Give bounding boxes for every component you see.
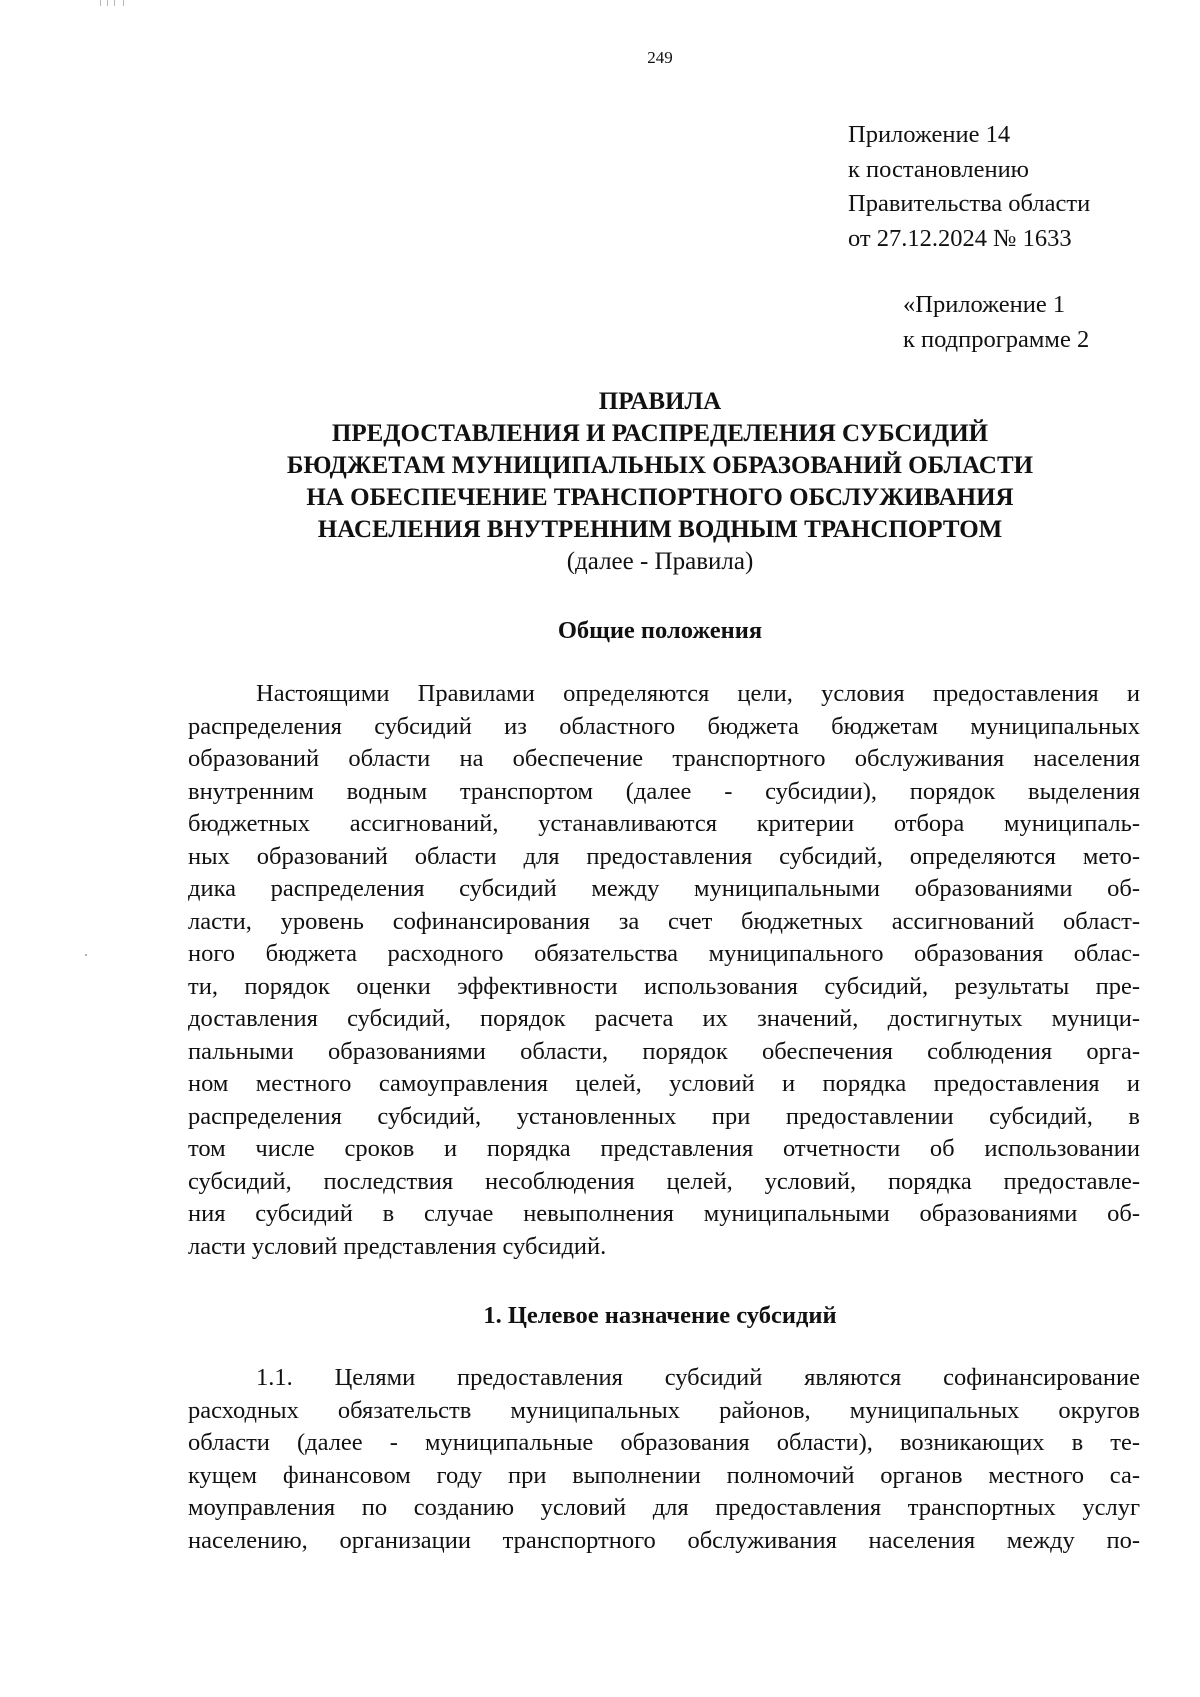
paragraph-line: субсидий, последствия несоблюдения целей, условий, порядка предоставле- (188, 1167, 1140, 1195)
paragraph-line: ласти, уровень софинансирования за счет бюджетных ассигнований област- (188, 907, 1140, 935)
paragraph-line: том числе сроков и порядка представления отчетности об использовании (188, 1135, 1140, 1162)
appendix-line: от 27.12.2024 № 1633 (848, 224, 1072, 252)
paragraph-line: дика распределения субсидий между муниципальными образованиями об- (188, 875, 1140, 902)
paragraph-line: образований области на обеспечение транспортного обслуживания населения (188, 745, 1140, 772)
paragraph-line: ния субсидий в случае невыполнения муниципальными образованиями об- (188, 1200, 1140, 1227)
paragraph-line: ном местного самоуправления целей, условий и порядка предоставления и (188, 1070, 1140, 1097)
appendix-line: «Приложение 1 (903, 291, 1066, 318)
title-line: БЮДЖЕТАМ МУНИЦИПАЛЬНЫХ ОБРАЗОВАНИЙ ОБЛАСТИ (286, 452, 1034, 479)
appendix-line: к постановлению (848, 155, 1029, 183)
title-line: НА ОБЕСПЕЧЕНИЕ ТРАНСПОРТНОГО ОБСЛУЖИВАНИЯ (306, 484, 1014, 511)
scan-edge-mark (100, 0, 124, 6)
page-number: 249 (647, 48, 673, 67)
title-subtitle: (далее - Правила) (566, 548, 754, 575)
paragraph-line: ти, порядок оценки эффективности использования субсидий, результаты пре- (188, 972, 1140, 1000)
paragraph-line: ного бюджета расходного обязательства муниципального образования облас- (188, 940, 1140, 967)
section-1-heading: 1. Целевое назначение субсидий (483, 1302, 837, 1329)
title-line: ПРАВИЛА (598, 388, 722, 415)
paragraph-line: ласти условий представления субсидий. (188, 1232, 607, 1260)
paragraph-line: области (далее - муниципальные образования области), возникающих в те- (188, 1429, 1140, 1456)
paragraph-line: кущем финансовом году при выполнении полномочий органов местного са- (188, 1461, 1140, 1489)
title-line: ПРЕДОСТАВЛЕНИЯ И РАСПРЕДЕЛЕНИЯ СУБСИДИЙ (331, 420, 989, 447)
appendix-line: Приложение 14 (848, 121, 1011, 148)
general-provisions-paragraph (188, 678, 1140, 1263)
section-1-paragraph (188, 1362, 1140, 1557)
appendix-line: к подпрограмме 2 (903, 325, 1090, 353)
scan-speck (85, 954, 87, 956)
paragraph-line: ных образований области для предоставления субсидий, определяются мето- (188, 842, 1140, 870)
paragraph-line: внутренним водным транспортом (далее - субсидии), порядок выделения (188, 777, 1140, 805)
appendix-line: Правительства области (848, 190, 1091, 217)
paragraph-line: распределения субсидий из областного бюджета бюджетам муниципальных (188, 712, 1140, 740)
paragraph-line: населению, организации транспортного обслуживания населения между по- (188, 1526, 1140, 1554)
document-title (190, 386, 1130, 578)
paragraph-line: Настоящими Правилами определяются цели, условия предоставления и (256, 680, 1140, 707)
general-provisions-heading: Общие положения (557, 617, 763, 644)
title-line: НАСЕЛЕНИЯ ВНУТРЕННИМ ВОДНЫМ ТРАНСПОРТОМ (317, 516, 1003, 543)
paragraph-line: расходных обязательств муниципальных районов, муниципальных округов (188, 1396, 1140, 1424)
paragraph-line: бюджетных ассигнований, устанавливаются критерии отбора муниципаль- (188, 810, 1140, 837)
appendix-reference (848, 118, 1090, 256)
paragraph-line: 1.1. Целями предоставления субсидий являются софинансирование (256, 1364, 1140, 1391)
subprogram-appendix-reference (903, 288, 1089, 357)
paragraph-line: пальными образованиями области, порядок обеспечения соблюдения орга- (188, 1037, 1140, 1065)
paragraph-line: моуправления по созданию условий для предоставления транспортных услуг (188, 1494, 1140, 1521)
paragraph-line: распределения субсидий, установленных при предоставлении субсидий, в (188, 1102, 1140, 1130)
paragraph-line: доставления субсидий, порядок расчета их значений, достигнутых муници- (188, 1005, 1140, 1032)
